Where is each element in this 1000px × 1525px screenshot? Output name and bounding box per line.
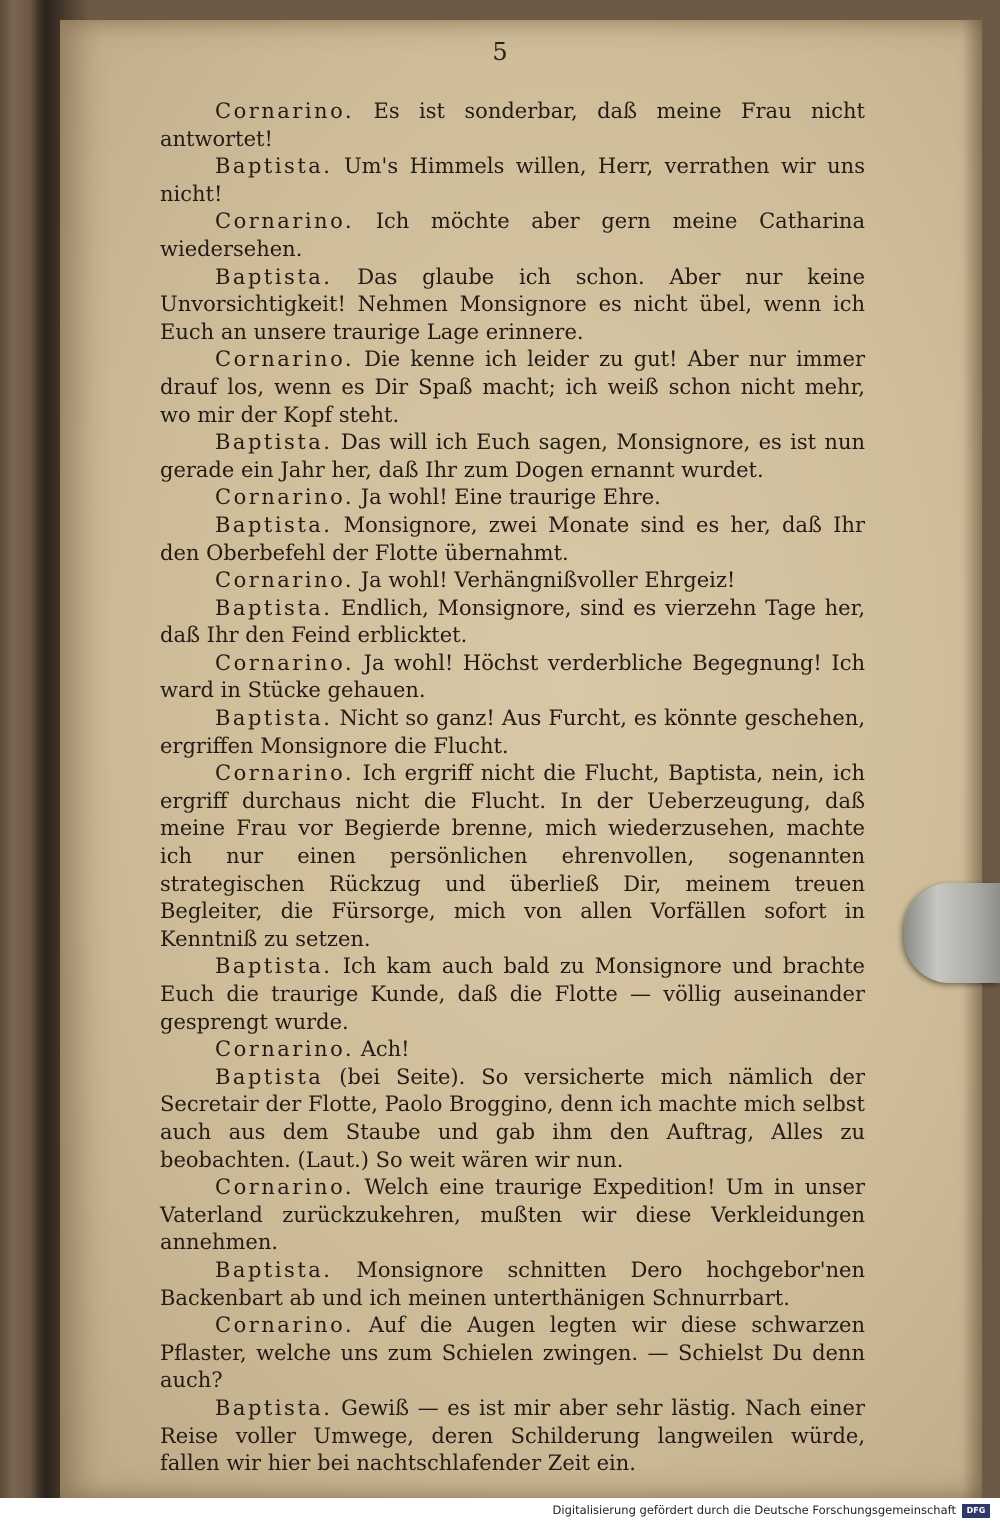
dialogue-paragraph xyxy=(160,760,865,953)
footer-bar xyxy=(0,1498,1000,1525)
dialogue-paragraph xyxy=(160,264,865,347)
dialogue-paragraph xyxy=(160,512,865,567)
dialogue-text: Nicht so ganz! Aus Furcht, es könnte geschehen, ergriffen Monsignore die Flucht. xyxy=(160,706,865,758)
play-text xyxy=(160,98,865,1478)
speaker-name: Baptista. xyxy=(215,1395,333,1420)
speaker-name: Cornarino. xyxy=(215,650,355,675)
speaker-name: Baptista. xyxy=(215,430,333,455)
dialogue-text: Endlich, Monsignore, sind es vierzehn Tage her, daß Ihr den Feind erblicktet. xyxy=(160,595,865,648)
dialogue-paragraph xyxy=(160,705,865,760)
speaker-name: Cornarino. xyxy=(215,568,355,593)
speaker-name: Baptista. xyxy=(215,595,333,620)
dialogue-paragraph xyxy=(160,1064,865,1174)
dialogue-paragraph xyxy=(160,98,865,153)
dialogue-text: Die kenne ich leider zu gut! Aber nur immer drauf los, wenn es Dir Spaß macht; ich weiß schon nicht mehr, wo mir der Kopf steht. xyxy=(160,347,865,427)
dialogue-paragraph xyxy=(160,567,865,595)
speaker-name: Cornarino. xyxy=(215,1175,355,1200)
dialogue-text: Ich kam auch bald zu Monsignore und brachte Euch die traurige Kunde, daß die Flotte — völlig auseinander gesprengt wurde. xyxy=(160,954,865,1034)
speaker-name: Cornarino. xyxy=(215,209,355,234)
dialogue-text: Ja wohl! Eine traurige Ehre. xyxy=(360,485,661,510)
dialogue-text: Auf die Augen legten wir diese schwarzen Pflaster, welche uns zum Schielen zwingen. — Schielst Du denn auch? xyxy=(160,1313,865,1393)
dialogue-paragraph xyxy=(160,429,865,484)
dialogue-paragraph xyxy=(160,346,865,429)
page-clip-tab xyxy=(904,883,1000,983)
speaker-name: Baptista. xyxy=(215,264,333,289)
dialogue-text: Ach! xyxy=(360,1037,410,1062)
dialogue-text: Es ist sonderbar, daß meine Frau nicht antwortet! xyxy=(160,99,865,151)
speaker-name: Cornarino. xyxy=(215,99,355,123)
page-number: 5 xyxy=(492,38,508,66)
dialogue-text: Das glaube ich schon. Aber nur keine Unvorsichtigkeit! Nehmen Monsignore es nicht übel, wenn ich Euch an unsere traurige Lage erinnere. xyxy=(160,264,865,344)
speaker-name: Cornarino. xyxy=(215,1313,355,1338)
speaker-name: Cornarino. xyxy=(215,485,355,510)
speaker-name: Baptista. xyxy=(215,706,333,731)
funding-note: Digitalisierung gefördert durch die Deutsche Forschungsgemeinschaft xyxy=(552,1503,956,1517)
dialogue-text: Monsignore, zwei Monate sind es her, daß Ihr den Oberbefehl der Flotte übernahmt. xyxy=(160,512,865,565)
dialogue-paragraph xyxy=(160,1395,865,1478)
speaker-name: Baptista xyxy=(215,1064,324,1089)
speaker-name: Baptista. xyxy=(215,154,333,179)
dialogue-paragraph xyxy=(160,1257,865,1312)
dialogue-paragraph xyxy=(160,595,865,650)
dialogue-paragraph xyxy=(160,1312,865,1395)
dialogue-text: Ich ergriff nicht die Flucht, Baptista, nein, ich ergriff durchaus nicht die Flucht. In der Ueberzeugung, daß meine Frau vor Begierde brenne, mich wiederzusehen, machte ich nur einen persönlichen ehrenvollen, sogenannten strategischen Rückzug und überließ Dir, meinem treuen Begleiter, die Fürsorge, mich von allen Vorfällen sofort in Kenntniß zu setzen. xyxy=(160,761,865,951)
dialogue-text: Ich möchte aber gern meine Catharina wiedersehen. xyxy=(160,209,865,261)
dialogue-text: (bei Seite). So versicherte mich nämlich der Secretair der Flotte, Paolo Broggino, denn ich machte mich selbst auch aus dem Staube und gab ihm den Auftrag, Alles zu beobachten. (Laut.) So weit wären wir nun. xyxy=(160,1064,865,1172)
dialogue-paragraph xyxy=(160,1174,865,1257)
speaker-name: Cornarino. xyxy=(215,1037,355,1062)
dialogue-paragraph xyxy=(160,208,865,263)
dialogue-text: Das will ich Euch sagen, Monsignore, es ist nun gerade ein Jahr her, daß Ihr zum Dogen ernannt wurdet. xyxy=(160,430,865,482)
speaker-name: Baptista. xyxy=(215,1257,333,1282)
page-edge xyxy=(962,20,982,1498)
dialogue-text: Ja wohl! Höchst verderbliche Begegnung! Ich ward in Stücke gehauen. xyxy=(160,650,865,703)
dialogue-paragraph xyxy=(160,484,865,512)
speaker-name: Cornarino. xyxy=(215,347,355,372)
dialogue-text: Monsignore schnitten Dero hochgebor'nen Backenbart ab und ich meinen unterthänigen Schnurrbart. xyxy=(160,1257,865,1310)
speaker-name: Baptista. xyxy=(215,954,333,979)
dialogue-text: Um's Himmels willen, Herr, verrathen wir uns nicht! xyxy=(160,154,865,206)
dialogue-paragraph xyxy=(160,953,865,1036)
speaker-name: Baptista. xyxy=(215,512,333,537)
dialogue-paragraph xyxy=(160,153,865,208)
dialogue-text: Ja wohl! Verhängnißvoller Ehrgeiz! xyxy=(360,568,736,593)
dialogue-text: Gewiß — es ist mir aber sehr lästig. Nach einer Reise voller Umwege, deren Schilderung langweilen würde, fallen wir hier bei nachtschlafender Zeit ein. xyxy=(160,1395,865,1476)
speaker-name: Cornarino. xyxy=(215,761,355,786)
dialogue-paragraph xyxy=(160,650,865,705)
dfg-logo: DFG xyxy=(962,1504,990,1518)
dialogue-paragraph xyxy=(160,1036,865,1064)
dialogue-text: Welch eine traurige Expedition! Um in unser Vaterland zurückzukehren, mußten wir diese Verkleidungen annehmen. xyxy=(160,1175,865,1255)
